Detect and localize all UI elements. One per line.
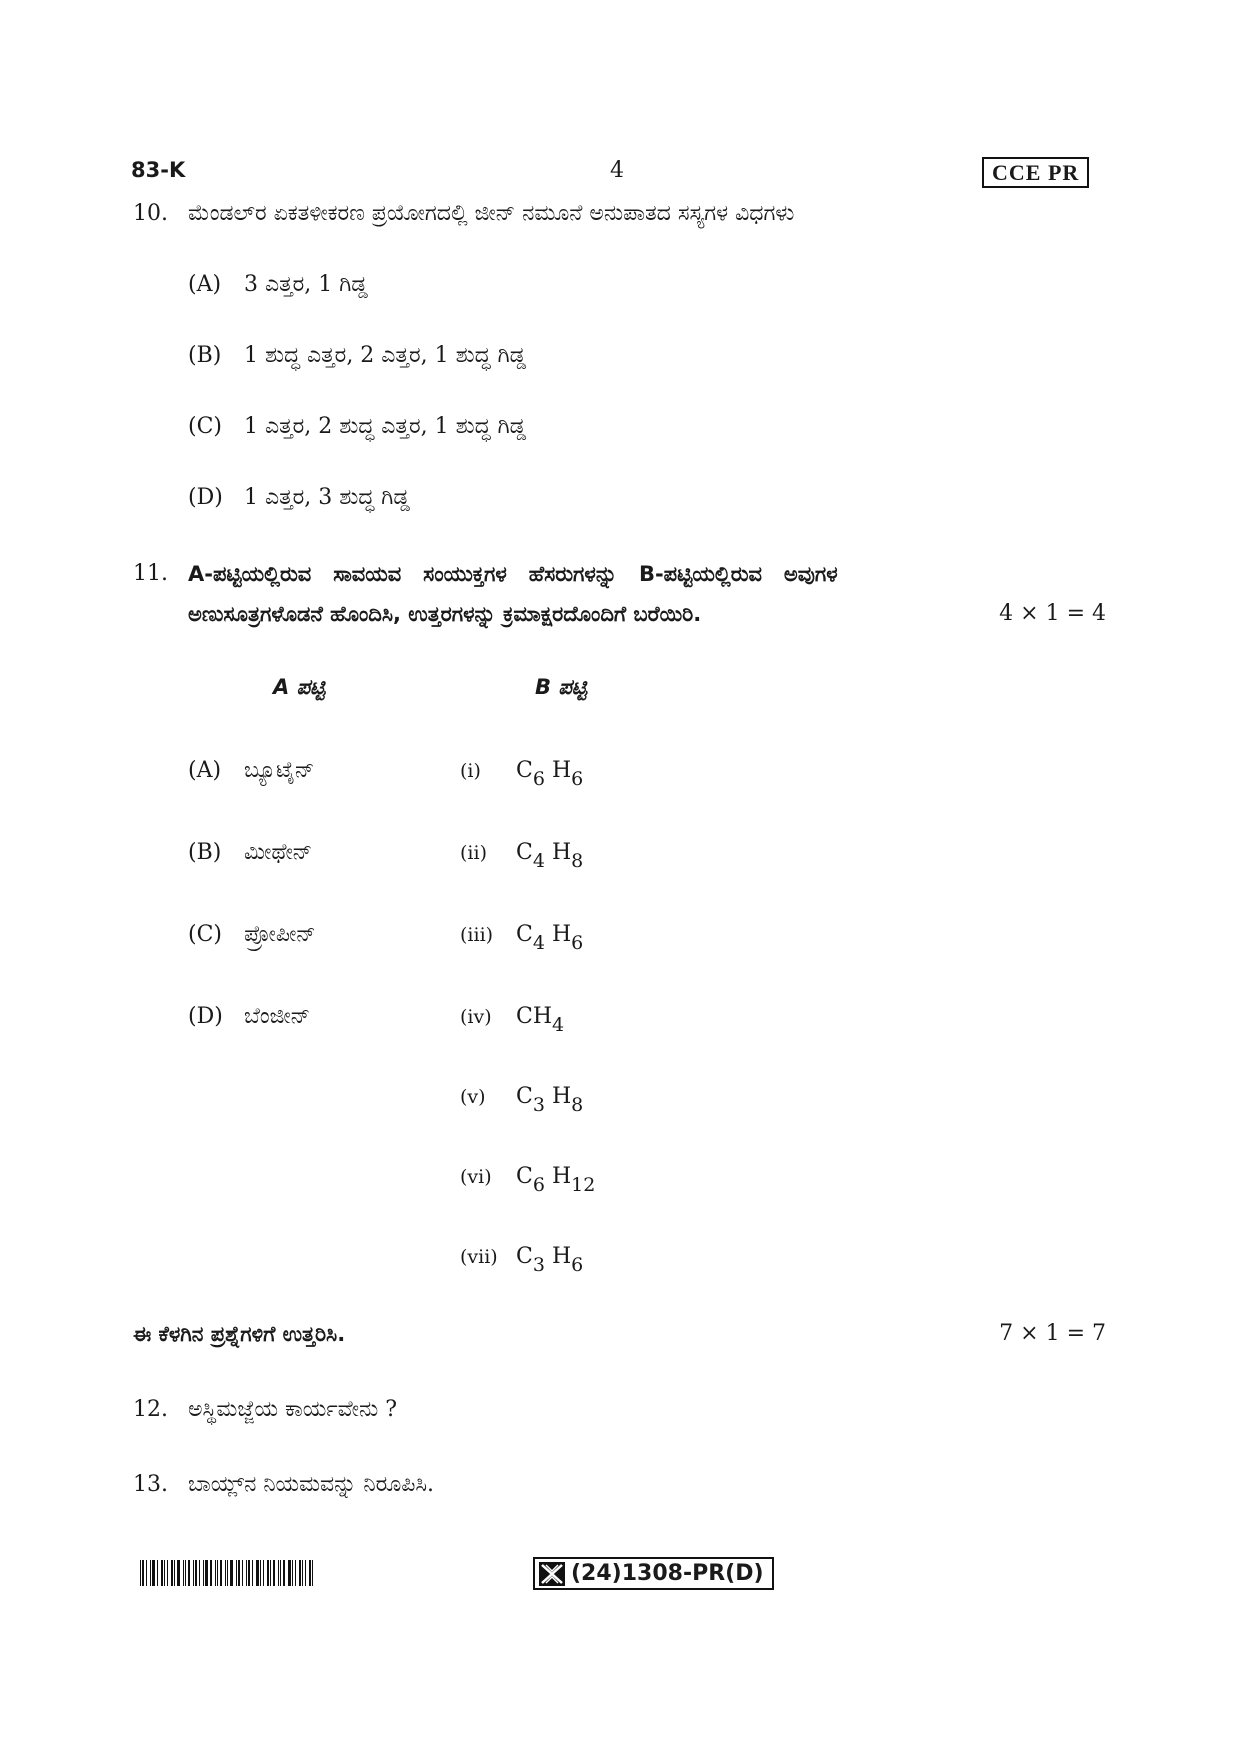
column-b-item	[460, 1164, 595, 1196]
column-a-item	[188, 840, 312, 865]
question-number: 11.	[133, 561, 168, 586]
barcode-bar	[188, 1560, 190, 1586]
question-text: ಅಸ್ಥಿಮಜ್ಜೆಯ ಕಾರ್ಯವೇನು ?	[188, 1397, 398, 1422]
item-text: ಬೆಂಜೀನ್	[244, 1004, 311, 1029]
item-label: (C)	[188, 922, 222, 947]
barcode-bar	[288, 1560, 291, 1586]
barcode-bar	[302, 1560, 303, 1586]
barcode-bar	[185, 1560, 186, 1586]
barcode-bar	[230, 1560, 233, 1586]
option-label: (D)	[188, 485, 223, 510]
barcode-bar	[146, 1560, 147, 1586]
barcode-bar	[225, 1560, 226, 1586]
item-label: (D)	[188, 1004, 223, 1029]
option-label: (A)	[188, 272, 222, 297]
column-b-heading: B ಪಟ್ಟಿ	[535, 675, 588, 699]
barcode-bar	[280, 1560, 281, 1586]
q10-option-a	[188, 272, 368, 297]
item-label: (iv)	[460, 1006, 492, 1028]
barcode-bar	[227, 1560, 228, 1586]
option-text: 1 ಎತ್ತರ, 2 ಶುದ್ಧ ಎತ್ತರ, 1 ಶುದ್ಧ ಗಿಡ್ಡ	[244, 414, 527, 439]
item-label: (i)	[460, 760, 481, 782]
column-a-item	[188, 922, 316, 947]
barcode-bar	[217, 1560, 218, 1586]
column-b-item	[460, 1004, 564, 1036]
molecular-formula: $C_3$ $H_6$	[516, 1244, 584, 1276]
barcode-bar	[193, 1560, 194, 1586]
barcode-bar	[150, 1560, 151, 1586]
barcode-bar	[309, 1560, 311, 1586]
barcode-bar	[195, 1560, 197, 1586]
barcode-bar	[295, 1560, 296, 1586]
barcode-bar	[205, 1560, 208, 1586]
barcode-bar	[142, 1560, 144, 1586]
paper-code: 83-K	[131, 158, 186, 182]
barcode-bar	[242, 1560, 243, 1586]
barcode-bar	[312, 1560, 313, 1586]
column-b-item	[460, 922, 583, 954]
option-text: 1 ಎತ್ತರ, 3 ಶುದ್ಧ ಗಿಡ್ಡ	[244, 485, 410, 510]
question-number: 12.	[133, 1397, 168, 1422]
marks: 4 × 1 = 4	[999, 601, 1106, 626]
section-instruction: ಈ ಕೆಳಗಿನ ಪ್ರಶ್ನೆಗಳಿಗೆ ಉತ್ತರಿಸಿ.	[133, 1322, 346, 1346]
question-text: ಮೆಂಡಲ್‌ರ ಏಕತಳೀಕರಣ ಪ್ರಯೋಗದಲ್ಲಿ ಜೀನ್ ನಮೂನೆ ಅನುಪಾತದ ಸಸ್ಯಗಳ ವಿಧಗಳು	[188, 201, 795, 226]
item-label: (iii)	[460, 924, 494, 946]
question-number: 13.	[133, 1472, 168, 1497]
molecular-formula: $CH_4$	[516, 1004, 565, 1036]
column-a-item	[188, 1004, 310, 1029]
barcode-bar	[260, 1560, 261, 1586]
question-text: ಬಾಯ್ಲ್‌ನ ನಿಯಮವನ್ನು ನಿರೂಪಿಸಿ.	[188, 1472, 435, 1497]
barcode-bar	[236, 1560, 237, 1586]
barcode-bar	[246, 1560, 247, 1586]
footer-code: (24)1308-PR(D)	[571, 1561, 764, 1586]
barcode-bar	[174, 1560, 175, 1586]
question-text-line-2: ಅಣುಸೂತ್ರಗಳೊಡನೆ ಹೊಂದಿಸಿ, ಉತ್ತರಗಳನ್ನು ಕ್ರಮಾಕ್ಷರದೊಂದಿಗೆ ಬರೆಯಿರಿ.	[188, 602, 702, 626]
page-number: 4	[610, 158, 624, 183]
barcode-bar	[252, 1560, 253, 1586]
item-label: (v)	[460, 1086, 486, 1108]
qr-mark-icon	[539, 1562, 565, 1586]
barcode-bar	[299, 1560, 301, 1586]
footer-code-box	[533, 1557, 774, 1590]
barcode-bar	[199, 1560, 200, 1586]
q10-option-c	[188, 414, 526, 439]
column-a-heading: A ಪಟ್ಟಿ	[273, 675, 326, 699]
barcode-bar	[248, 1560, 250, 1586]
item-label: (vii)	[460, 1246, 498, 1268]
barcode-bar	[183, 1560, 184, 1586]
barcode-bar	[292, 1560, 293, 1586]
item-label: (vi)	[460, 1166, 492, 1188]
barcode-bar	[177, 1560, 180, 1586]
barcode-bar	[220, 1560, 222, 1586]
barcode-bar	[263, 1560, 264, 1586]
item-label: (A)	[188, 758, 222, 783]
barcode-bar	[152, 1560, 155, 1586]
q10-option-d	[188, 485, 410, 510]
molecular-formula: $C_4$ $H_8$	[516, 840, 584, 872]
series-box: CCE PR	[982, 157, 1089, 188]
barcode-bar	[161, 1560, 163, 1586]
barcode-bar	[270, 1560, 271, 1586]
molecular-formula: $C_6$ $H_{12}$	[516, 1164, 596, 1196]
column-b-item	[460, 758, 583, 790]
item-label: (ii)	[460, 842, 487, 864]
section-marks: 7 × 1 = 7	[999, 1321, 1106, 1346]
column-b-item	[460, 840, 583, 872]
barcode-bar	[273, 1560, 275, 1586]
barcode-bar	[256, 1560, 259, 1586]
question-number: 10.	[133, 201, 168, 226]
barcode-bar	[157, 1560, 158, 1586]
barcode-bar	[164, 1560, 165, 1586]
option-text: 3 ಎತ್ತರ, 1 ಗಿಡ್ಡ	[244, 272, 368, 297]
barcode-bar	[140, 1560, 141, 1586]
barcode-bar	[215, 1560, 216, 1586]
molecular-formula: $C_3$ $H_8$	[516, 1084, 584, 1116]
item-text: ಬ್ಯೂಟೈನ್	[244, 758, 315, 783]
barcode-bar	[171, 1560, 173, 1586]
column-b-item	[460, 1244, 583, 1276]
barcode-bar	[238, 1560, 240, 1586]
molecular-formula: $C_6$ $H_6$	[516, 758, 584, 790]
item-text: ಮೀಥೇನ್	[244, 840, 313, 865]
molecular-formula: $C_4$ $H_6$	[516, 922, 584, 954]
column-b-item	[460, 1084, 583, 1116]
barcode-bar	[305, 1560, 306, 1586]
question-text-line-1: A-ಪಟ್ಟಿಯಲ್ಲಿರುವ ಸಾವಯವ ಸಂಯುಕ್ತಗಳ ಹೆಸರುಗಳನ್ನು B-ಪಟ್ಟಿಯಲ್ಲಿರುವ ಅವುಗಳ	[188, 562, 838, 586]
q10-option-b	[188, 343, 526, 368]
item-label: (B)	[188, 840, 222, 865]
barcode-bar	[278, 1560, 279, 1586]
item-text: ಪ್ರೋಪೀನ್	[244, 922, 316, 947]
barcode-bar	[167, 1560, 168, 1586]
barcode-bar	[210, 1560, 212, 1586]
barcode-bar	[267, 1560, 269, 1586]
barcode-bar	[283, 1560, 285, 1586]
option-label: (B)	[188, 343, 222, 368]
option-label: (C)	[188, 414, 222, 439]
barcode-bar	[203, 1560, 204, 1586]
barcode	[140, 1560, 372, 1586]
option-text: 1 ಶುದ್ಧ ಎತ್ತರ, 2 ಎತ್ತರ, 1 ಶುದ್ಧ ಗಿಡ್ಡ	[244, 343, 527, 368]
column-a-item	[188, 758, 314, 783]
